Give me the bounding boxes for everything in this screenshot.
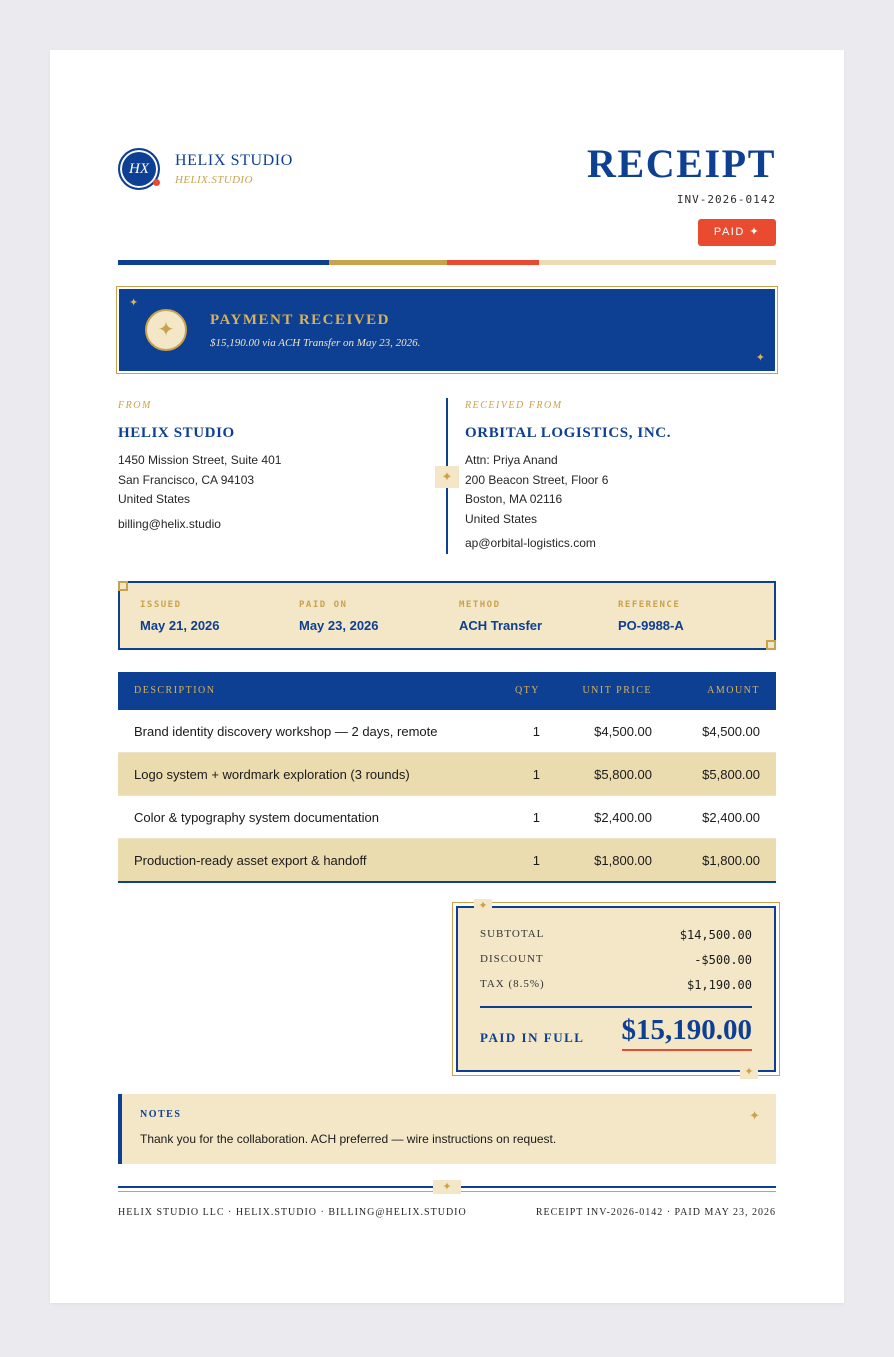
- received-from-email[interactable]: ap@orbital-logistics.com: [465, 536, 596, 550]
- stripe-red: [447, 260, 539, 265]
- meta-label: PAID ON: [299, 600, 348, 610]
- meta-reference: [618, 600, 684, 633]
- address-line: 1450 Mission Street, Suite 401: [118, 453, 282, 467]
- paid-in-full-label: PAID IN FULL: [480, 1030, 585, 1045]
- logo-dot-icon: [153, 179, 160, 186]
- sparkle-icon: ✦: [755, 352, 765, 364]
- item-description: Brand identity discovery workshop — 2 days, remote: [134, 724, 438, 739]
- payment-banner: [116, 286, 778, 374]
- logo-initials: HX: [129, 161, 149, 177]
- banner-subtitle: $15,190.00 via ACH Transfer on May 23, 2026.: [210, 337, 421, 349]
- table-bottom-rule: [118, 881, 776, 883]
- payment-meta: [118, 581, 776, 650]
- address-line: United States: [465, 511, 538, 526]
- table-row: [118, 839, 776, 882]
- item-amount: $5,800.00: [702, 767, 760, 782]
- corner-ornament: [766, 640, 776, 650]
- item-unit-price: $5,800.00: [594, 767, 652, 782]
- sparkle-icon: ✦: [145, 309, 187, 351]
- table-row: [118, 796, 776, 839]
- meta-value: PO-9988-A: [618, 618, 684, 633]
- document-title: RECEIPT: [586, 141, 776, 186]
- notes-text: Thank you for the collaboration. ACH preferred — wire instructions on request.: [140, 1132, 557, 1146]
- invoice-number: INV-2026-0142: [676, 193, 776, 206]
- subtotal-value: $14,500.00: [679, 928, 752, 942]
- discount-label: DISCOUNT: [480, 953, 544, 965]
- item-description: Color & typography system documentation: [134, 810, 379, 825]
- meta-issued: [140, 600, 220, 633]
- meta-value: May 23, 2026: [299, 618, 379, 633]
- meta-value: ACH Transfer: [459, 618, 543, 633]
- sparkle-icon: ✦: [433, 1180, 461, 1194]
- stripe-navy: [118, 260, 329, 265]
- column-header-unit-price: UNIT PRICE: [582, 685, 652, 696]
- item-amount: $4,500.00: [702, 724, 760, 739]
- item-qty: 1: [532, 853, 540, 868]
- item-unit-price: $2,400.00: [594, 810, 652, 825]
- address-line: 200 Beacon Street, Floor 6: [465, 472, 609, 487]
- sparkle-icon: ✦: [474, 899, 492, 913]
- totals-rule: [480, 1006, 752, 1008]
- meta-label: ISSUED: [140, 600, 182, 610]
- totals-box: [452, 902, 780, 1076]
- footer-company-info: HELIX STUDIO LLC · HELIX.STUDIO · BILLING@HELIX.STUDIO: [118, 1207, 467, 1218]
- item-qty: 1: [532, 767, 540, 782]
- received-from-name: ORBITAL LOGISTICS, INC.: [465, 425, 672, 441]
- subtotal-label: SUBTOTAL: [480, 928, 545, 940]
- sparkle-icon: ✦: [129, 297, 139, 309]
- sparkle-icon: ✦: [749, 1108, 760, 1123]
- meta-label: METHOD: [459, 600, 501, 610]
- column-header-description: DESCRIPTION: [134, 685, 216, 696]
- item-qty: 1: [532, 724, 540, 739]
- meta-paid-on: [299, 600, 379, 633]
- meta-label: REFERENCE: [618, 600, 681, 610]
- receipt-page: [50, 50, 844, 1303]
- received-from-label: RECEIVED FROM: [465, 400, 563, 411]
- footer-receipt-info: RECEIPT INV-2026-0142 · PAID MAY 23, 2026: [535, 1207, 776, 1218]
- address-line: Boston, MA 02116: [465, 492, 563, 506]
- address-line: San Francisco, CA 94103: [118, 472, 255, 487]
- corner-ornament: [118, 581, 128, 591]
- item-amount: $2,400.00: [702, 810, 760, 825]
- stripe-gold: [329, 260, 447, 265]
- received-from-address: [465, 451, 608, 529]
- from-email[interactable]: billing@helix.studio: [118, 517, 221, 531]
- item-amount: $1,800.00: [702, 853, 760, 868]
- address-line: Attn: Priya Anand: [465, 453, 558, 467]
- from-address: [118, 451, 281, 510]
- item-description: Production-ready asset export & handoff: [134, 853, 367, 868]
- grand-total-value: $15,190.00: [622, 1014, 753, 1051]
- banner-title: PAYMENT RECEIVED: [210, 312, 390, 328]
- brand-name: HELIX STUDIO: [175, 152, 293, 169]
- meta-value: May 21, 2026: [140, 618, 220, 633]
- item-qty: 1: [532, 810, 540, 825]
- item-description: Logo system + wordmark exploration (3 rounds): [134, 767, 410, 782]
- tax-label: TAX (8.5%): [480, 978, 545, 990]
- item-unit-price: $1,800.00: [594, 853, 652, 868]
- column-header-amount: AMOUNT: [707, 685, 760, 696]
- discount-value: -$500.00: [694, 953, 752, 967]
- brand-logo: [118, 148, 160, 190]
- notes-label: NOTES: [140, 1109, 182, 1120]
- column-header-qty: QTY: [514, 685, 540, 696]
- notes-box: [118, 1094, 776, 1164]
- from-label: FROM: [118, 400, 152, 411]
- stripe-cream: [539, 260, 776, 265]
- table-row: [118, 710, 776, 753]
- line-items-header: [118, 672, 776, 710]
- brand-site: HELIX.STUDIO: [175, 174, 253, 186]
- from-name: HELIX STUDIO: [118, 425, 235, 441]
- sparkle-icon: ✦: [740, 1065, 758, 1079]
- sparkle-icon: ✦: [435, 466, 459, 488]
- table-row: [118, 753, 776, 796]
- tax-value: $1,190.00: [686, 978, 752, 992]
- item-unit-price: $4,500.00: [594, 724, 652, 739]
- paid-status-badge: PAID ✦: [698, 219, 776, 246]
- meta-method: [459, 600, 542, 633]
- address-line: United States: [118, 492, 191, 506]
